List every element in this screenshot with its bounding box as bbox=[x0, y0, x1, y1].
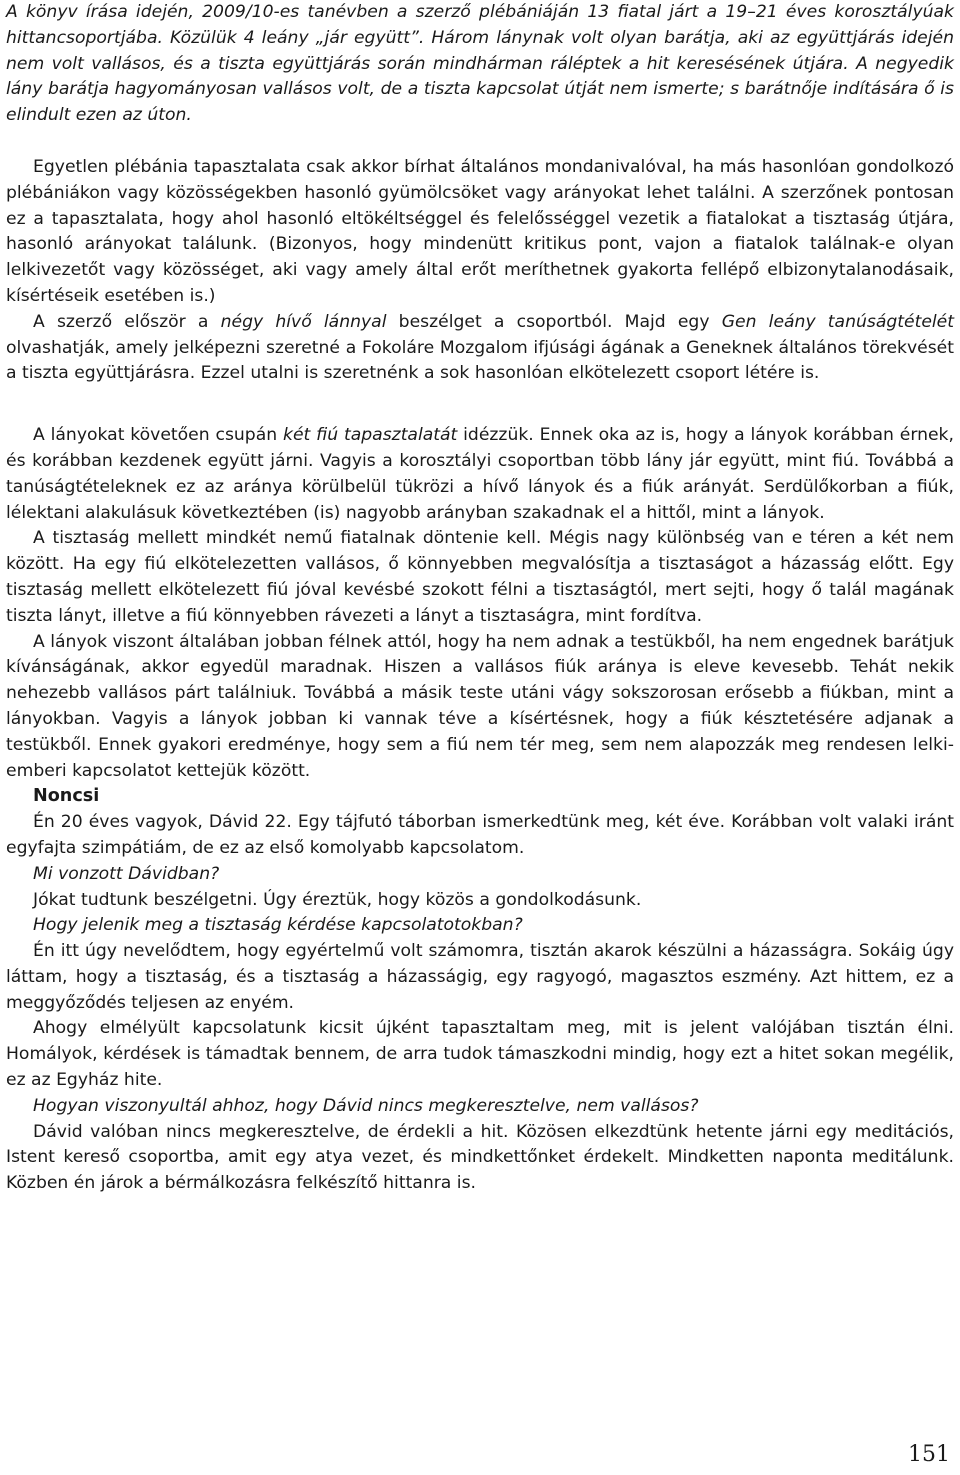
paragraph-girls-fear: A lányok viszont általában jobban félnek attól, hogy ha nem adnak a testükből, ha nem engednek barátjuk kívánságának, akkor egyedül maradnak. Hiszen a vallásos fiúk aránya is eleve kevesebb. Tehát nekik nehezebb vallásos párt találniuk. Továbbá a másik teste utáni vágy sokszorosan erősebb a fiúkban, mint a lányokban. Vagyis a lányok jobban ki vannak téve a kísértésnek, hogy a fiúk késztetésére adjanak a testükből. Ennek gyakori eredménye, hogy sem a fiú nem tér meg, sem nem alapozzák meg rendesen lelki-emberi kapcsolatot kettejük között. bbox=[6, 631, 954, 781]
interview-answer: Dávid valóban nincs megkeresztelve, de érdekli a hit. Közösen elkezdtünk hetente járni egy meditációs, Istent kereső csoportba, amit egy atya vezet, és mindkettőnket érdekelt. Mindketten naponta meditálunk. Közben én járok a bérmálkozásra felkészítő hittanra is. bbox=[6, 1121, 954, 1194]
emphasis-span: Gen leány tanúságtételét bbox=[721, 311, 954, 332]
interview-question: Hogyan viszonyultál ahhoz, hogy Dávid nincs megkeresztelve, nem vallásos? bbox=[33, 1095, 699, 1116]
interview-heading: Noncsi bbox=[33, 786, 100, 807]
text-span: A szerző először a bbox=[33, 311, 221, 332]
interview-question: Mi vonzott Dávidban? bbox=[33, 863, 220, 884]
emphasis-span: négy hívő lánnyal bbox=[220, 311, 387, 332]
interview-answer: Én itt úgy nevelődtem, hogy egyértelmű volt számomra, tisztán akarok készülni a házasságra. Sokáig úgy láttam, hogy a tisztaság, és a tisztaság a házasságig, egy ragyogó, magasztos eszmény. Azt hittem, ez a meggyőződés teljesen az enyém. bbox=[6, 941, 954, 1013]
interview-question: Hogy jelenik meg a tisztaság kérdése kapcsolatotokban? bbox=[33, 915, 523, 936]
interview-answer: Én 20 éves vagyok, Dávid 22. Egy tájfutó táborban ismerkedtünk meg, két éve. Korábban volt valaki iránt egyfajta szimpátiám, de ez az első komolyabb kapcsolatom. bbox=[6, 812, 954, 858]
interview-answer: Jókat tudtunk beszélgetni. Úgy éreztük, hogy közös a gondolkodásunk. bbox=[33, 889, 642, 910]
paragraph-boys-intro bbox=[6, 423, 954, 526]
paragraph-purity-decision: A tisztaság mellett mindkét nemű fiatalnak döntenie kell. Mégis nagy különbség van e téren a két nem között. Ha egy fiú elkötelezetten vallásos, ő könnyebben megvalósítja a tisztaságot a házasság előtt. Egy tisztaság mellett elkötelezett fiú jóval kevésbé szokott félni a tisztaságtól, mert sejti, hogy ő talál magának tiszta lányt, illetve a fiú könnyebben rávezeti a lányt a tisztaságra, mint fordítva. bbox=[6, 528, 954, 626]
paragraph-girls-intro bbox=[6, 310, 954, 387]
paragraph-parish-experience: Egyetlen plébánia tapasztalata csak akkor bírhat általános mondanivalóval, ha más hasonlóan gondolkozó plébániákon vagy közösségekben hasonló gyümölcsöket vagy arányokat lehet találni. A szerzőnek pontosan ez a tapasztalata, hogy ahol hasonló eltökéltséggel és felelősséggel vezetik a fiatalokat a tisztaság útjára, hasonló arányokat találunk. (Bizonyos, hogy mindenütt kritikus pont, vajon a fiatalok találnak-e olyan lelkivezetőt vagy közösséget, aki vagy amely által erőt meríthetnek gyakorta fellépő elbizonytalanodásaik, kísértéseik esetében is.) bbox=[6, 156, 954, 306]
text-span: olvashatják, amely jelképezni szeretné a Fokoláre Mozgalom ifjúsági ágának a Geneknek általános törekvését a tiszta együttjárásra. Ezzel utalni is szeretnénk a sok hasonlóan elkötelezett csoport létére is. bbox=[6, 337, 954, 384]
text-span: A lányokat követően csupán bbox=[33, 425, 283, 446]
emphasis-span: két fiú tapasztalatát bbox=[283, 425, 458, 446]
page-number: 151 bbox=[908, 1442, 950, 1467]
text-span: beszélget a csoportból. Majd egy bbox=[386, 311, 722, 332]
interview-answer: Ahogy elmélyült kapcsolatunk kicsit újként tapasztaltam meg, mit is jelent valójában tisztán élni. Homályok, kérdések is támadtak bennem, de arra tudok támaszkodni mindig, hogy ezt a hitet sokan megélik, ez az Egyház hite. bbox=[6, 1018, 954, 1091]
book-page bbox=[6, 0, 954, 1197]
intro-paragraph: A könyv írása idején, 2009/10-es tanévben a szerző plébániáján 13 fiatal járt a 19–21 éves korosztályúak hittancsoportjába. Közülük 4 leány „jár együtt”. Három lánynak volt olyan barátja, aki az együttjárás idején nem volt vallásos, és a tiszta együttjárás során mindhárman ráléptek a hit keresésének útjára. A negyedik lány barátja hagyományosan vallásos volt, de a tiszta kapcsolat útját nem ismerte; s barátnője indítására ő is elindult ezen az úton. bbox=[6, 2, 954, 126]
text-span: idézzük. Ennek oka az is, hogy a lányok korábban érnek, és korábban kezdenek együtt járni. Vagyis a korosztályi csoportban több lány jár együtt, mint fiú. Továbbá a tanúságtételeknek ez az aránya körülbelül tükrözi a hívő lányok és a fiúk arányát. Serdülőkorban a fiúk, lélektani alakulásuk következtében (is) nagyobb arányban szakadnak el a hittől, mint a lányok. bbox=[6, 425, 954, 523]
